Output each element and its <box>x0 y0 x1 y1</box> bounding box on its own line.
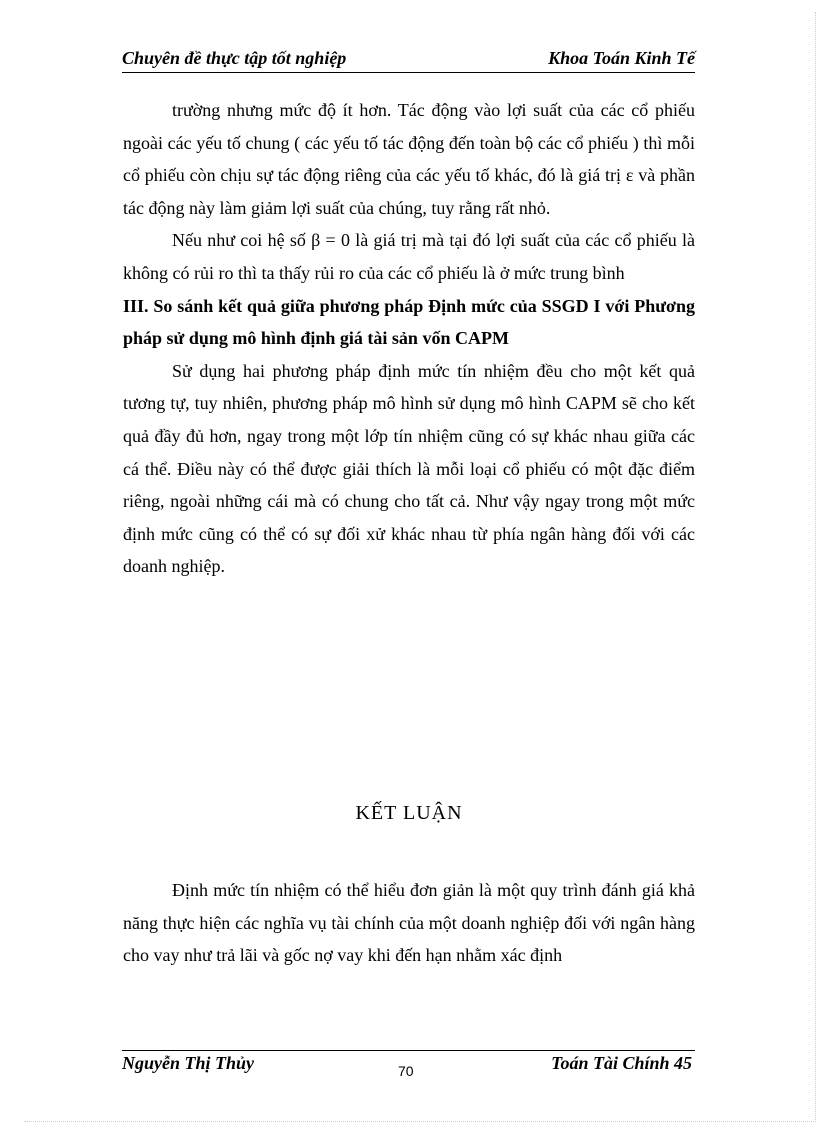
paragraph-beta: Nếu như coi hệ số β = 0 là giá trị mà tại đó lợi suất của các cổ phiếu là không có rủi ro thì ta thấy rủi ro của các cổ phiếu là ở mức trung bình <box>123 230 695 283</box>
conclusion-title: KẾT LUẬN <box>355 802 463 824</box>
page-header <box>122 48 695 73</box>
conclusion-content <box>123 874 695 972</box>
footer-class: Toán Tài Chính 45 <box>551 1053 692 1073</box>
section-heading: III. So sánh kết quả giữa phương pháp Định mức của SSGD I với Phương pháp sử dụng mô hình định giá tài sản vốn CAPM <box>123 295 695 349</box>
header-department: Khoa Toán Kinh Tế <box>548 48 695 68</box>
main-content <box>123 94 695 583</box>
header-title: Chuyên đề thực tập tốt nghiệp <box>122 48 347 68</box>
footer-divider <box>122 1050 695 1051</box>
page-number: 70 <box>398 1063 414 1079</box>
paragraph-continuation: trường nhưng mức độ ít hơn. Tác động vào lợi suất của các cổ phiếu ngoài các yếu tố chung ( các yếu tố tác động đến toàn bộ các cổ phiếu ) thì mỗi cổ phiếu còn chịu sự tác động riêng của các yếu tố khác, đó là giá trị ε và phần tác động này làm giảm lợi suất của chúng, tuy rằng rất nhỏ. <box>123 100 695 218</box>
paragraph-comparison: Sử dụng hai phương pháp định mức tín nhiệm đều cho một kết quả tương tự, tuy nhiên, phương pháp mô hình sử dụng mô hình CAPM sẽ cho kết quả đầy đủ hơn, ngay trong một lớp tín nhiệm cũng có sự khác nhau giữa các cá thể. Điều này có thể được giải thích là mỗi loại cổ phiếu có một đặc điểm riêng, ngoài những cái mà có chung cho tất cả. Như vậy ngay trong một mức định mức cũng có thể có sự đối xử khác nhau từ phía ngân hàng đối với các doanh nghiệp. <box>123 360 695 577</box>
footer-author: Nguyễn Thị Thủy <box>122 1053 255 1073</box>
paragraph-conclusion: Định mức tín nhiệm có thể hiểu đơn giản là một quy trình đánh giá khả năng thực hiện các nghĩa vụ tài chính của một doanh nghiệp đối với ngân hàng cho vay như trả lãi và gốc nợ vay khi đến hạn nhằm xác định <box>123 880 695 966</box>
